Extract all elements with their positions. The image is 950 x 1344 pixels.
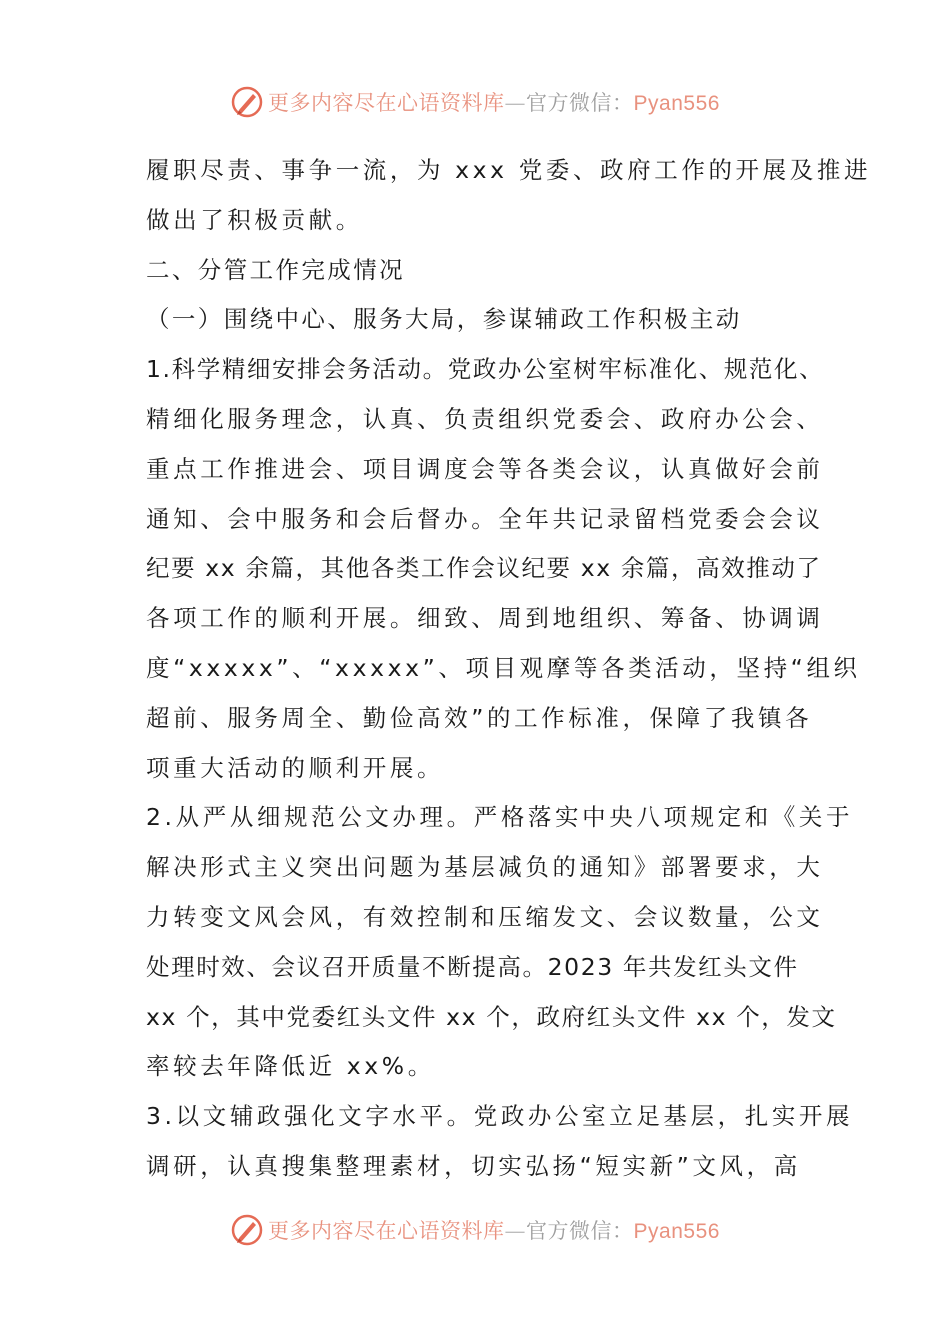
text-line: 通知、会中服务和会后督办。全年共记录留档党委会会议 [146, 504, 824, 533]
text-line: 项重大活动的顺利开展。 [146, 753, 445, 782]
watermark-dash: — [504, 1219, 527, 1243]
text-line: 度“xxxxx”、“xxxxx”、项目观摩等各类活动，坚持“组织 [146, 653, 861, 682]
text-line: 重点工作推进会、项目调度会等各类会议，认真做好会前 [146, 454, 824, 483]
section-heading: 二、分管工作完成情况 [146, 255, 405, 284]
text-line: xx 个，其中党委红头文件 xx 个，政府红头文件 xx 个，发文 [146, 1002, 837, 1031]
watermark-id: Pyan556 [633, 1220, 720, 1243]
pen-logo-icon [230, 1213, 264, 1247]
pen-logo-icon [230, 85, 264, 119]
text-line: 超前、服务周全、勤俭高效”的工作标准，保障了我镇各 [146, 703, 813, 732]
text-line: 做出了积极贡献。 [146, 205, 363, 234]
text-line: 2.从严从细规范公文办理。严格落实中央八项规定和《关于 [146, 803, 854, 832]
text-line: 各项工作的顺利开展。细致、周到地组织、筹备、协调调 [146, 604, 824, 633]
watermark-id: Pyan556 [633, 92, 720, 115]
watermark-text [268, 1215, 720, 1245]
text-line: 解决形式主义突出问题为基层减负的通知》部署要求，大 [146, 853, 824, 882]
text-line: 履职尽责、事争一流，为 xxx 党委、政府工作的开展及推进 [146, 156, 872, 184]
text-line: 精细化服务理念，认真、负责组织党委会、政府办公会、 [146, 404, 824, 433]
watermark-banner-top [0, 82, 950, 122]
watermark-main: 更多内容尽在心语资料库 [268, 1219, 505, 1243]
text-line: 纪要 xx 余篇，其他各类工作会议纪要 xx 余篇，高效推动了 [146, 554, 822, 583]
watermark-sub: 官方微信： [526, 1219, 634, 1243]
text-line: 3.以文辅政强化文字水平。党政办公室立足基层，扎实开展 [146, 1102, 854, 1131]
text-line: 率较去年降低近 xx%。 [146, 1052, 435, 1081]
watermark-text [268, 87, 720, 117]
subsection-heading: （一）围绕中心、服务大局，参谋辅政工作积极主动 [146, 305, 742, 334]
watermark-sub: 官方微信： [526, 91, 634, 115]
text-line: 力转变文风会风，有效控制和压缩发文、会议数量，公文 [146, 902, 824, 931]
document-body [146, 146, 872, 1192]
text-line: 1.科学精细安排会务活动。党政办公室树牢标准化、规范化、 [146, 355, 825, 384]
text-line: 调研，认真搜集整理素材，切实弘扬“短实新”文风，高 [146, 1151, 801, 1180]
watermark-dash: — [504, 91, 527, 115]
watermark-main: 更多内容尽在心语资料库 [268, 91, 505, 115]
watermark-banner-bottom [0, 1210, 950, 1250]
text-line: 处理时效、会议召开质量不断提高。2023 年共发红头文件 [146, 952, 799, 981]
